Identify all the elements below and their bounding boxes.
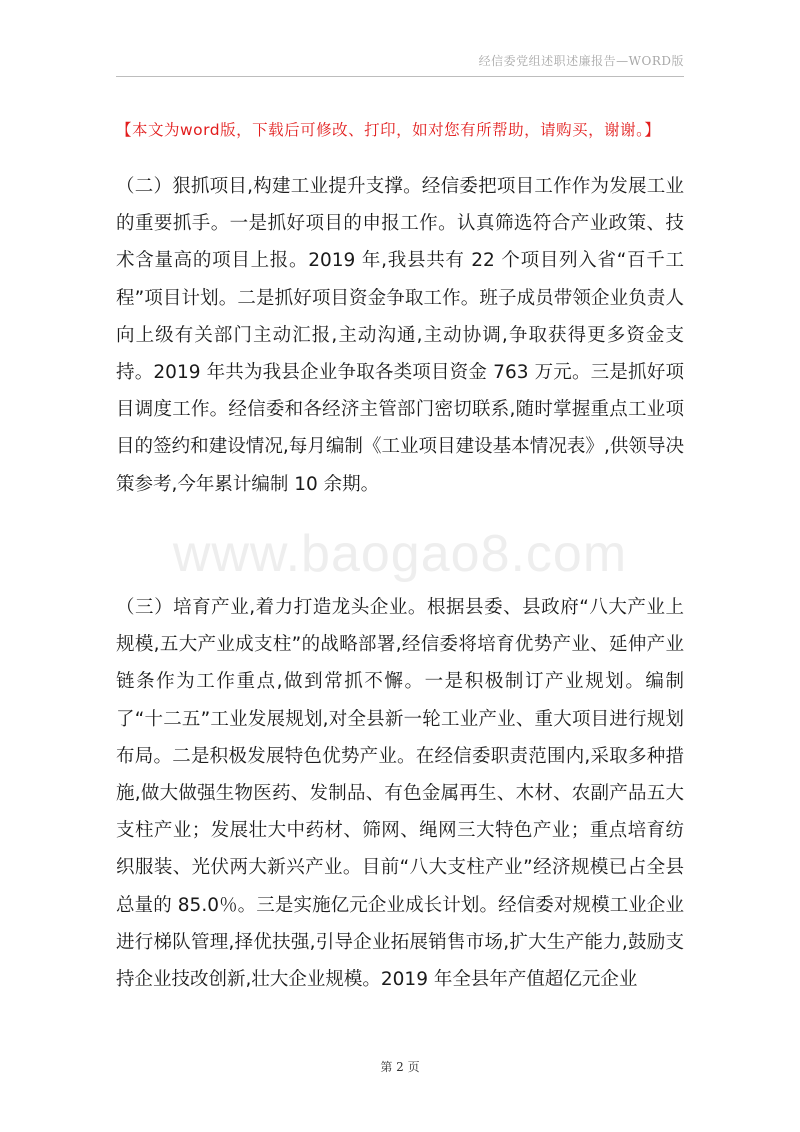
body-paragraph-projects: （二）狠抓项目,构建工业提升支撑。经信委把项目工作作为发展工业的重要抓手。一是抓好项目的申报工作。认真筛选符合产业政策、技术含量高的项目上报。2019 年,我县共有 22 个项目列入省“百千工程”项目计划。二是抓好项目资金争取工作。班子成员带领企业负责人向上级有关部门主动汇报,主动沟通,主动协调,争取获得更多资金支持。2019 年共为我县企业争取各类项目资金 763 万元。三是抓好项目调度工作。经信委和各经济主管部门密切联系,随时掌握重点工业项目的签约和建设情况,每月编制《工业项目建设基本情况表》,供领导决策参考,今年累计编制 10 余期。	[116, 176, 684, 495]
download-notice: 【本文为word版，下载后可修改、打印，如对您有所帮助，请购买，谢谢。】	[116, 121, 661, 139]
header-divider	[116, 76, 684, 77]
page-header-title: 经信委党组述职述廉报告—WORD版	[478, 54, 684, 68]
page-number: 第 2 页	[380, 1060, 420, 1074]
watermark: www.baogao8.com	[172, 525, 628, 583]
body-paragraph-industry: （三）培育产业,着力打造龙头企业。根据县委、县政府“八大产业上规模,五大产业成支柱”的战略部署,经信委将培育优势产业、延伸产业链条作为工作重点,做到常抓不懈。一是积极制订产业规划。编制了“十二五”工业发展规划,对全县新一轮工业产业、重大项目进行规划布局。二是积极发展特色优势产业。在经信委职责范围内,采取多种措施,做大做强生物医药、发制品、有色金属再生、木材、农副产品五大支柱产业；发展壮大中药材、筛网、绳网三大特色产业；重点培育纺织服装、光伏两大新兴产业。目前“八大支柱产业”经济规模已占全县总量的 85.0％。三是实施亿元企业成长计划。经信委对规模工业企业进行梯队管理,择优扶强,引导企业拓展销售市场,扩大生产能力,鼓励支持企业技改创新,壮大企业规模。2019 年全县年产值超亿元企业	[116, 597, 684, 991]
